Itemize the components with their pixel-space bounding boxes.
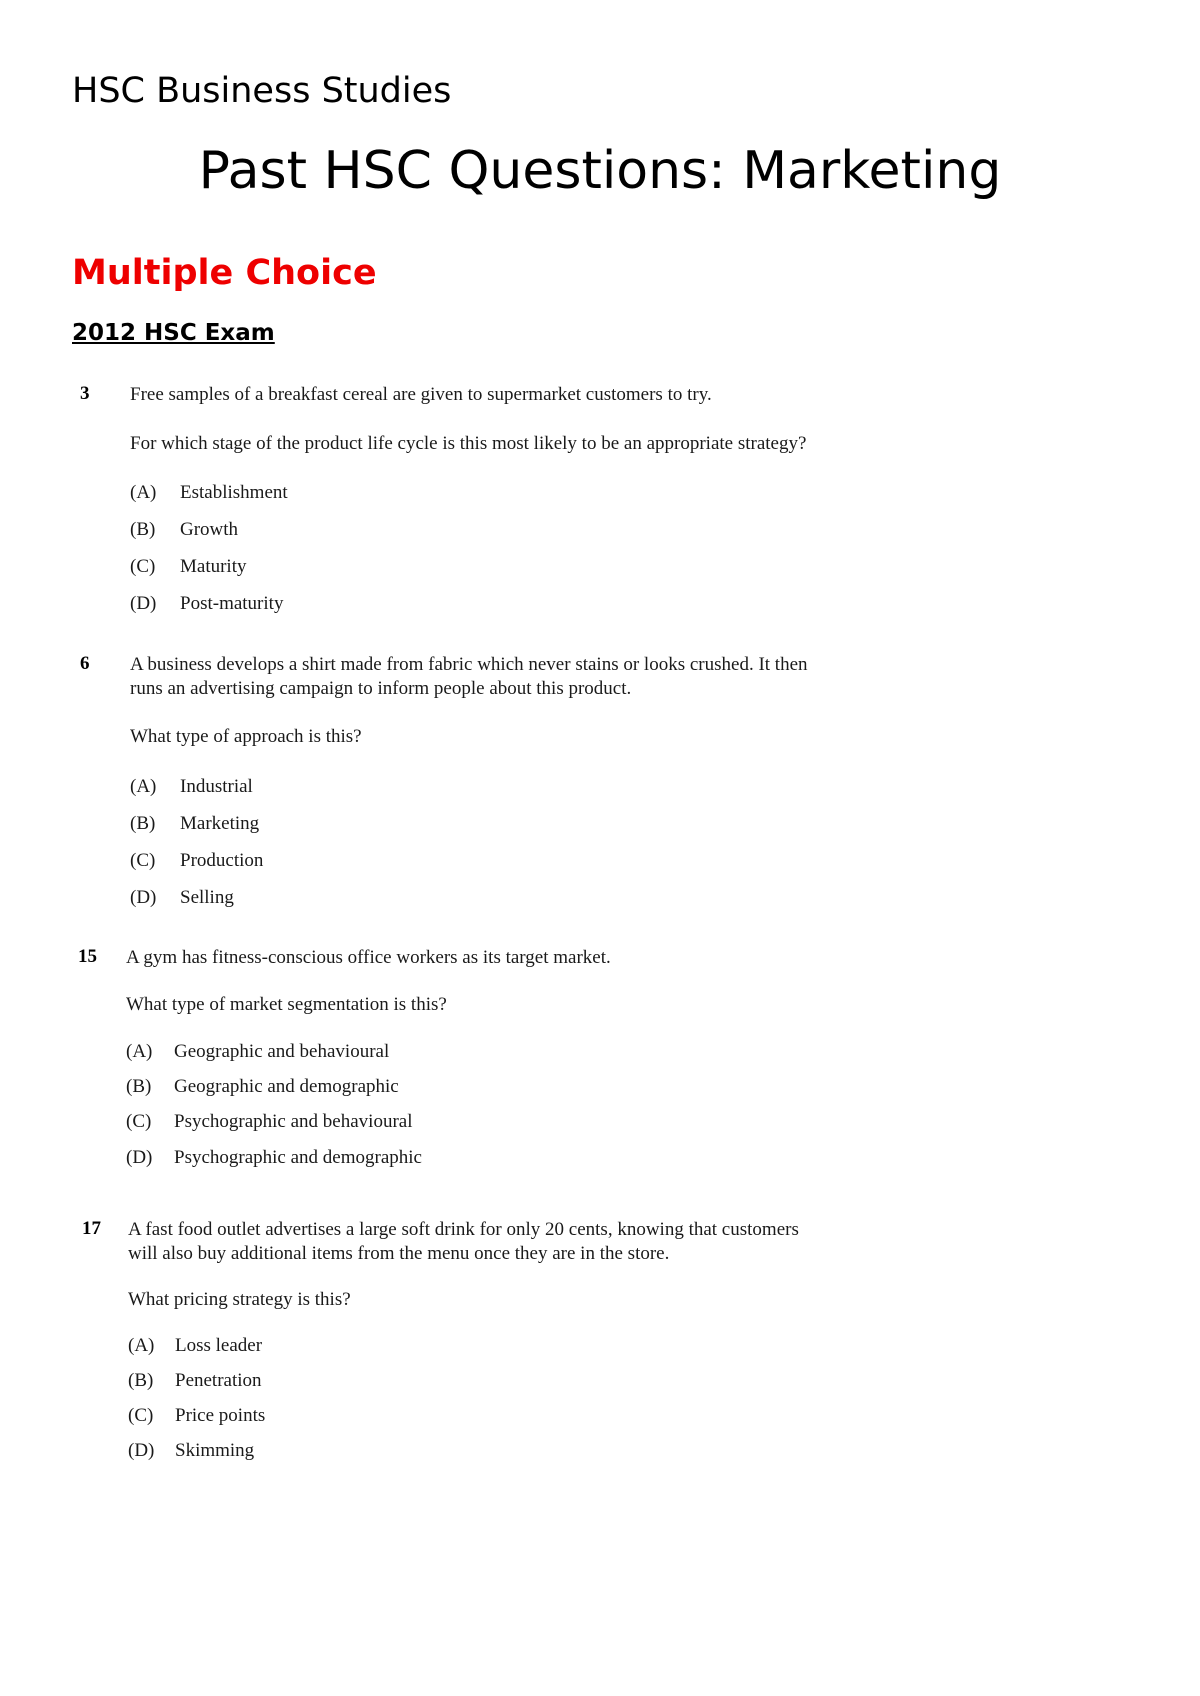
question-number: 6	[80, 653, 90, 674]
option	[128, 1369, 262, 1393]
option	[128, 1404, 265, 1428]
document-subject: HSC Business Studies	[72, 71, 452, 111]
page-title: Past HSC Questions: Marketing	[198, 141, 1002, 201]
question-stem-line-1: A fast food outlet advertises a large soft drink for only 20 cents, knowing that customers	[128, 1219, 799, 1240]
option-letter: (D)	[128, 1440, 155, 1461]
option	[130, 775, 253, 799]
option-letter: (D)	[130, 593, 157, 614]
option-letter: (D)	[126, 1147, 153, 1168]
option-text: Loss leader	[175, 1335, 263, 1356]
option	[126, 1146, 422, 1170]
option-letter: (C)	[128, 1405, 154, 1426]
section-heading: Multiple Choice	[72, 253, 377, 293]
option-text: Geographic and behavioural	[174, 1041, 390, 1062]
question-stem: Free samples of a breakfast cereal are given to supermarket customers to try.	[130, 384, 712, 405]
question-prompt: For which stage of the product life cycle is this most likely to be an appropriate strategy?	[130, 433, 807, 454]
option	[126, 1040, 389, 1064]
option-text: Industrial	[180, 776, 253, 797]
option-letter: (C)	[130, 850, 156, 871]
option-letter: (C)	[126, 1111, 152, 1132]
question-prompt: What pricing strategy is this?	[128, 1289, 351, 1310]
option-text: Growth	[180, 519, 239, 540]
option-letter: (C)	[130, 556, 156, 577]
option-text: Maturity	[180, 556, 247, 577]
option	[128, 1334, 262, 1358]
option-letter: (D)	[130, 887, 157, 908]
question-number: 3	[80, 383, 90, 404]
option	[130, 812, 259, 836]
question-stem-line-1: A business develops a shirt made from fabric which never stains or looks crushed. It then	[130, 654, 808, 675]
option-text: Penetration	[175, 1370, 262, 1391]
option-letter: (A)	[130, 776, 157, 797]
question-stem-line-2: runs an advertising campaign to inform people about this product.	[130, 678, 632, 699]
option-text: Psychographic and behavioural	[174, 1111, 413, 1132]
option-letter: (A)	[130, 482, 157, 503]
option	[130, 849, 263, 873]
option-letter: (A)	[126, 1041, 153, 1062]
question-prompt: What type of approach is this?	[130, 726, 362, 747]
option-text: Post-maturity	[180, 593, 284, 614]
option-letter: (B)	[128, 1370, 154, 1391]
option-text: Production	[180, 850, 264, 871]
option-text: Price points	[175, 1405, 266, 1426]
option	[126, 1075, 399, 1099]
option-letter: (B)	[130, 813, 156, 834]
option-text: Establishment	[180, 482, 288, 503]
exam-heading: 2012 HSC Exam	[72, 320, 275, 346]
question-stem: A gym has fitness-conscious office workers as its target market.	[126, 947, 611, 968]
option	[130, 592, 283, 616]
option-letter: (A)	[128, 1335, 155, 1356]
option	[128, 1439, 254, 1463]
option	[130, 481, 288, 505]
option-letter: (B)	[126, 1076, 152, 1097]
option	[130, 886, 234, 910]
option-text: Psychographic and demographic	[174, 1147, 422, 1168]
option-text: Marketing	[180, 813, 260, 834]
question-number: 17	[82, 1218, 101, 1239]
option-text: Geographic and demographic	[174, 1076, 399, 1097]
option	[130, 518, 238, 542]
option	[130, 555, 247, 579]
option-text: Skimming	[175, 1440, 255, 1461]
question-prompt: What type of market segmentation is this?	[126, 994, 447, 1015]
question-number: 15	[78, 946, 97, 967]
question-stem-line-2: will also buy additional items from the menu once they are in the store.	[128, 1243, 670, 1264]
option-letter: (B)	[130, 519, 156, 540]
option	[126, 1110, 412, 1134]
option-text: Selling	[180, 887, 234, 908]
